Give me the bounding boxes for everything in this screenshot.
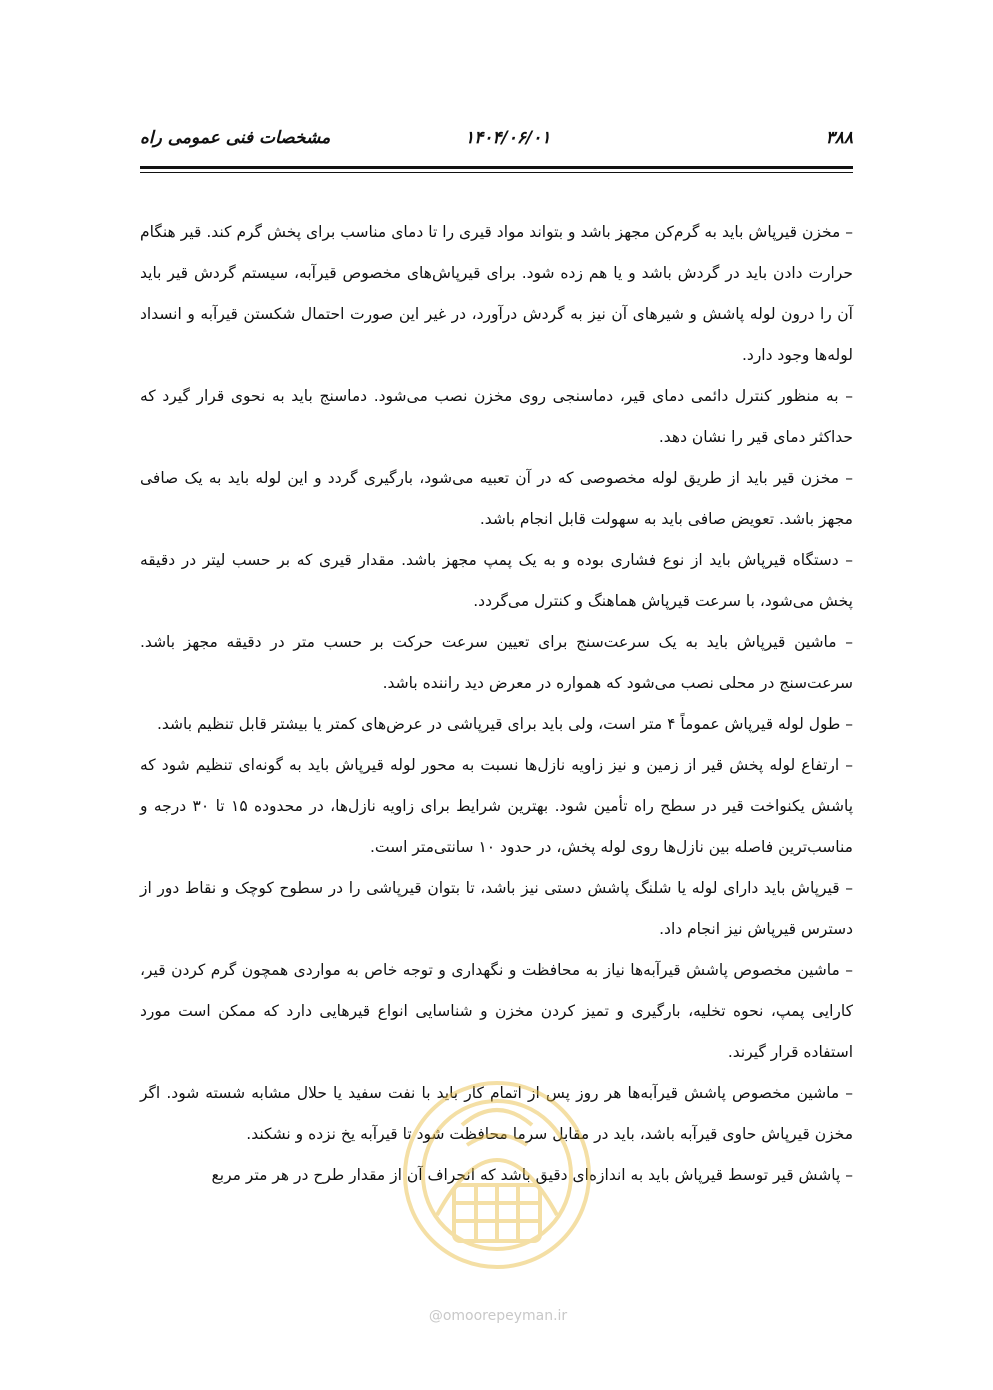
paragraph: – ارتفاع لوله پخش قیر از زمین و نیز زاویه نازل‌ها نسبت به محور لوله قیرپاش باید به گونه‌ای تنظیم شود که پاشش یکنواخت قیر در سطح راه تأمین شود. بهترین شرایط برای زاویه نازل‌ها، در محدوده ۱۵ تا ۳۰ درجه و مناسب‌ترین فاصله بین نازل‌ها روی لوله پخش، در حدود ۱۰ سانتی‌متر است. [140,756,854,856]
body-text [140,212,853,1196]
paragraph: – به منظور کنترل دائمی دمای قیر، دماسنجی روی مخزن نصب می‌شود. دماسنج باید به نحوی قرار گیرد که حداکثر دمای قیر را نشان دهد. [140,387,853,446]
paragraph: – مخزن قیرپاش باید به گرم‌کن مجهز باشد و بتواند مواد قیری را تا دمای مناسب برای پخش گرم کند. قیر هنگام حرارت دادن باید در گردش باشد و یا هم زده شود. برای قیرپاش‌های مخصوص قیرآبه، سیستم گردش قیر باید آن را درون لوله پاشش و شیرهای آن نیز به گردش درآورد، در غیر این صورت احتمال شکستن قیرآبه و انسداد لوله‌ها وجود دارد. [140,223,853,364]
header-date: ۱۴۰۴/۰۶/۰۱ [465,128,551,148]
page-header [140,120,853,160]
paragraph: – پاشش قیر توسط قیرپاش باید به اندازه‌ای دقیق باشد که انحراف آن از مقدار طرح در هر متر مربع [211,1166,853,1184]
header-rule-thin [140,172,853,173]
paragraph: – مخزن قیر باید از طریق لوله مخصوصی که در آن تعبیه می‌شود، بارگیری گردد و این لوله باید به یک صافی مجهز باشد. تعویض صافی باید به سهولت قابل انجام باشد. [140,469,853,528]
page-number: ۳۸۸ [825,128,853,148]
paragraph: – طول لوله قیرپاش عموماً ۴ متر است، ولی باید برای قیرپاشی در عرض‌های کمتر یا بیشتر قابل تنظیم باشد. [156,715,853,733]
paragraph: – ماشین مخصوص پاشش قیرآبه‌ها نیاز به محافظت و نگهداری و توجه خاص به مواردی همچون گرم کردن قیر، کارایی پمپ، نحوه تخلیه، بارگیری و تمیز کردن مخزن و شناسایی انواع قیرهایی دارد که ممکن است مورد استفاده قرار گیرند. [140,961,853,1061]
paragraph: – ماشین قیرپاش باید به یک سرعت‌سنج برای تعیین سرعت حرکت بر حسب متر در دقیقه مجهز باشد. سرعت‌سنج در محلی نصب می‌شود که همواره در معرض دید راننده باشد. [140,633,853,692]
paragraph: – قیرپاش باید دارای لوله یا شلنگ پاشش دستی نیز باشد، تا بتوان قیرپاشی را در سطوح کوچک و نقاط دور از دسترس قیرپاش نیز انجام داد. [140,879,853,938]
header-rule-thick [140,166,853,169]
header-title: مشخصات فنی عمومی راه [140,128,331,148]
paragraph: – دستگاه قیرپاش باید از نوع فشاری بوده و به یک پمپ مجهز باشد. مقدار قیری که بر حسب لیتر در دقیقه پخش می‌شود، با سرعت قیرپاش هماهنگ و کنترل می‌گردد. [140,551,853,610]
paragraph: – ماشین مخصوص پاشش قیرآبه‌ها هر روز پس از اتمام کار باید با نفت سفید یا حلال مشابه شسته شود. اگر مخزن قیرپاش حاوی قیرآبه باشد، باید در مقابل سرما محافظت شود تا قیرآبه یخ نزده و نشکند. [140,1084,853,1143]
watermark-url: @omoorepeyman.ir [428,1308,568,1324]
